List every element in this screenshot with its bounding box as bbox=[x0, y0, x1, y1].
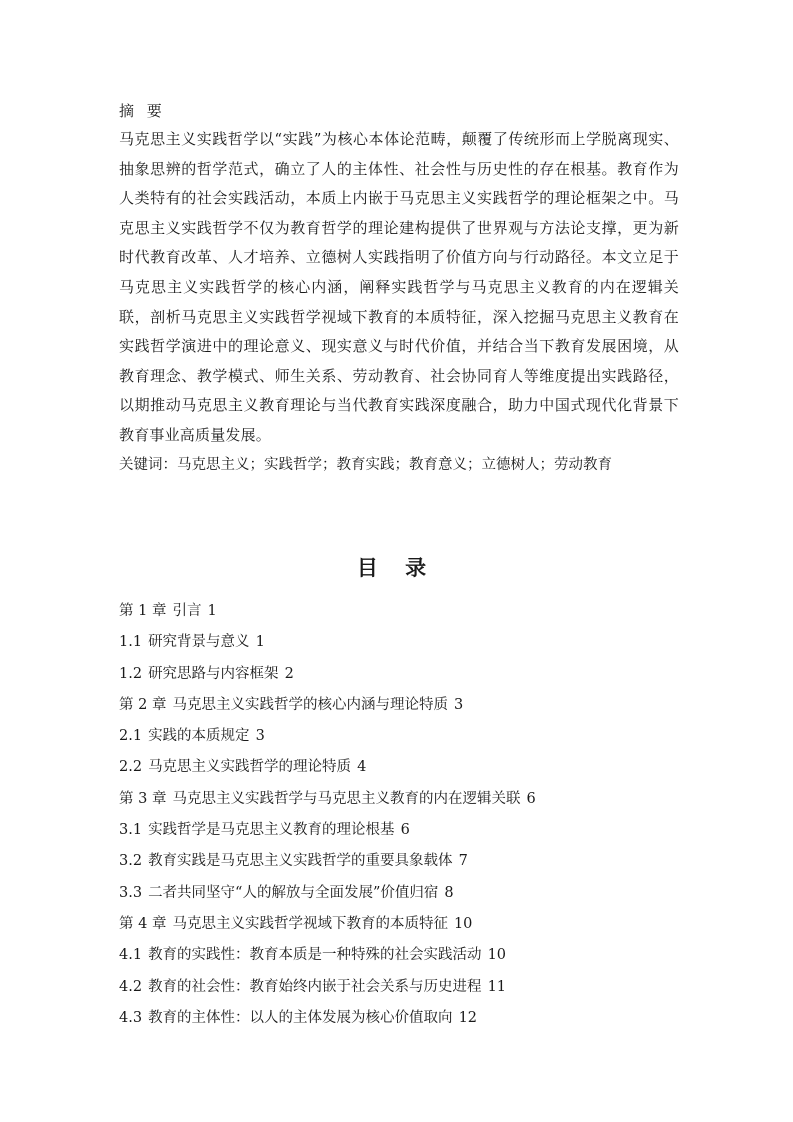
toc-entry-number: 4.2 bbox=[119, 978, 143, 995]
toc-entry-number: 第 4 章 bbox=[119, 915, 167, 932]
toc-entry-title: 马克思主义实践哲学与马克思主义教育的内在逻辑关联 bbox=[172, 790, 521, 807]
toc-entry[interactable] bbox=[119, 878, 699, 909]
toc-entry-title: 实践的本质规定 bbox=[148, 728, 250, 745]
toc-entry-number: 2.1 bbox=[119, 728, 143, 745]
toc-entry-number: 3.1 bbox=[119, 822, 143, 839]
toc-entry-title: 教育的社会性：教育始终内嵌于社会关系与历史进程 bbox=[148, 978, 482, 995]
toc-entry-page: 11 bbox=[487, 978, 507, 995]
toc-entry-title: 引言 bbox=[172, 603, 202, 619]
toc-entry-title: 二者共同坚守“人的解放与全面发展”价值归宿 bbox=[148, 884, 439, 901]
toc-entry[interactable] bbox=[119, 846, 699, 877]
toc-entry[interactable] bbox=[119, 815, 699, 846]
toc-entry-number: 1.2 bbox=[119, 665, 143, 682]
toc-list bbox=[119, 596, 699, 1034]
toc-entry-page: 10 bbox=[487, 947, 507, 964]
toc-entry-title: 研究思路与内容框架 bbox=[148, 665, 279, 682]
toc-entry[interactable] bbox=[119, 752, 699, 783]
toc-entry[interactable] bbox=[119, 721, 699, 752]
toc-entry-page: 8 bbox=[444, 884, 454, 901]
toc-entry-page: 3 bbox=[255, 728, 265, 745]
toc-entry[interactable] bbox=[119, 784, 699, 815]
toc-entry-page: 2 bbox=[284, 665, 294, 682]
toc-entry-page: 4 bbox=[357, 759, 367, 776]
toc-entry-title: 教育的主体性：以人的主体发展为核心价值取向 bbox=[148, 1009, 453, 1026]
toc-entry-page: 7 bbox=[458, 853, 468, 870]
toc-entry[interactable] bbox=[119, 627, 699, 658]
toc-entry-title: 实践哲学是马克思主义教育的理论根基 bbox=[148, 822, 395, 839]
toc-entry-number: 3.3 bbox=[119, 884, 143, 901]
toc-entry[interactable] bbox=[119, 659, 699, 690]
toc-entry-title: 教育实践是马克思主义实践哲学的重要具象载体 bbox=[148, 853, 453, 870]
keywords-line: 关键词：马克思主义；实践哲学；教育实践；教育意义；立德树人；劳动教育 bbox=[119, 456, 612, 473]
toc-entry[interactable] bbox=[119, 596, 699, 627]
toc-entry-number: 3.2 bbox=[119, 853, 143, 870]
abstract-section bbox=[119, 100, 679, 480]
toc-entry-number: 1.1 bbox=[119, 634, 143, 651]
toc-entry-page: 1 bbox=[207, 603, 217, 619]
toc-entry-number: 第 2 章 bbox=[119, 696, 167, 713]
abstract-body: 马克思主义实践哲学以“实践”为核心本体论范畴，颠覆了传统形而上学脱离现实、抽象思辨的哲学范式，确立了人的主体性、社会性与历史性的存在根基。教育作为人类特有的社会实践活动，本质上内嵌于马克思主义实践哲学的理论框架之中。马克思主义实践哲学不仅为教育哲学的理论建构提供了世界观与方法论支撑，更为新时代教育改革、人才培养、立德树人实践指明了价值方向与行动路径。本文立足于马克思主义实践哲学的核心内涵，阐释实践哲学与马克思主义教育的内在逻辑关联，剖析马克思主义实践哲学视域下教育的本质特征，深入挖掘马克思主义教育在实践哲学演进中的理论意义、现实意义与时代价值，并结合当下教育发展困境，从教育理念、教学模式、师生关系、劳动教育、社会协同育人等维度提出实践路径，以期推动马克思主义教育理论与当代教育实践深度融合，助力中国式现代化背景下教育事业高质量发展。 bbox=[119, 130, 679, 444]
toc-entry[interactable] bbox=[119, 1003, 699, 1034]
toc-entry-title: 研究背景与意义 bbox=[148, 634, 250, 651]
toc-entry-number: 第 3 章 bbox=[119, 790, 167, 807]
toc-entry-page: 6 bbox=[526, 790, 536, 807]
toc-entry-number: 4.1 bbox=[119, 947, 143, 964]
abstract-heading: 摘 要 bbox=[119, 102, 166, 120]
toc-entry[interactable] bbox=[119, 972, 699, 1003]
toc-entry-page: 10 bbox=[453, 915, 473, 932]
toc-entry-number: 第 1 章 bbox=[119, 603, 167, 619]
toc-entry[interactable] bbox=[119, 909, 699, 940]
toc-entry-number: 2.2 bbox=[119, 759, 143, 776]
toc-entry-page: 6 bbox=[400, 822, 410, 839]
toc-entry-page: 12 bbox=[458, 1009, 478, 1026]
toc-entry[interactable] bbox=[119, 940, 699, 971]
toc-entry-page: 1 bbox=[255, 634, 265, 651]
toc-entry[interactable] bbox=[119, 690, 699, 721]
toc-entry-title: 马克思主义实践哲学视域下教育的本质特征 bbox=[172, 915, 448, 932]
toc-entry-number: 4.3 bbox=[119, 1009, 143, 1026]
toc-entry-title: 马克思主义实践哲学的核心内涵与理论特质 bbox=[172, 696, 448, 713]
toc-entry-title: 教育的实践性：教育本质是一种特殊的社会实践活动 bbox=[148, 947, 482, 964]
toc-entry-title: 马克思主义实践哲学的理论特质 bbox=[148, 759, 352, 776]
toc-title: 目 录 bbox=[356, 556, 437, 580]
toc-entry-page: 3 bbox=[453, 696, 464, 713]
